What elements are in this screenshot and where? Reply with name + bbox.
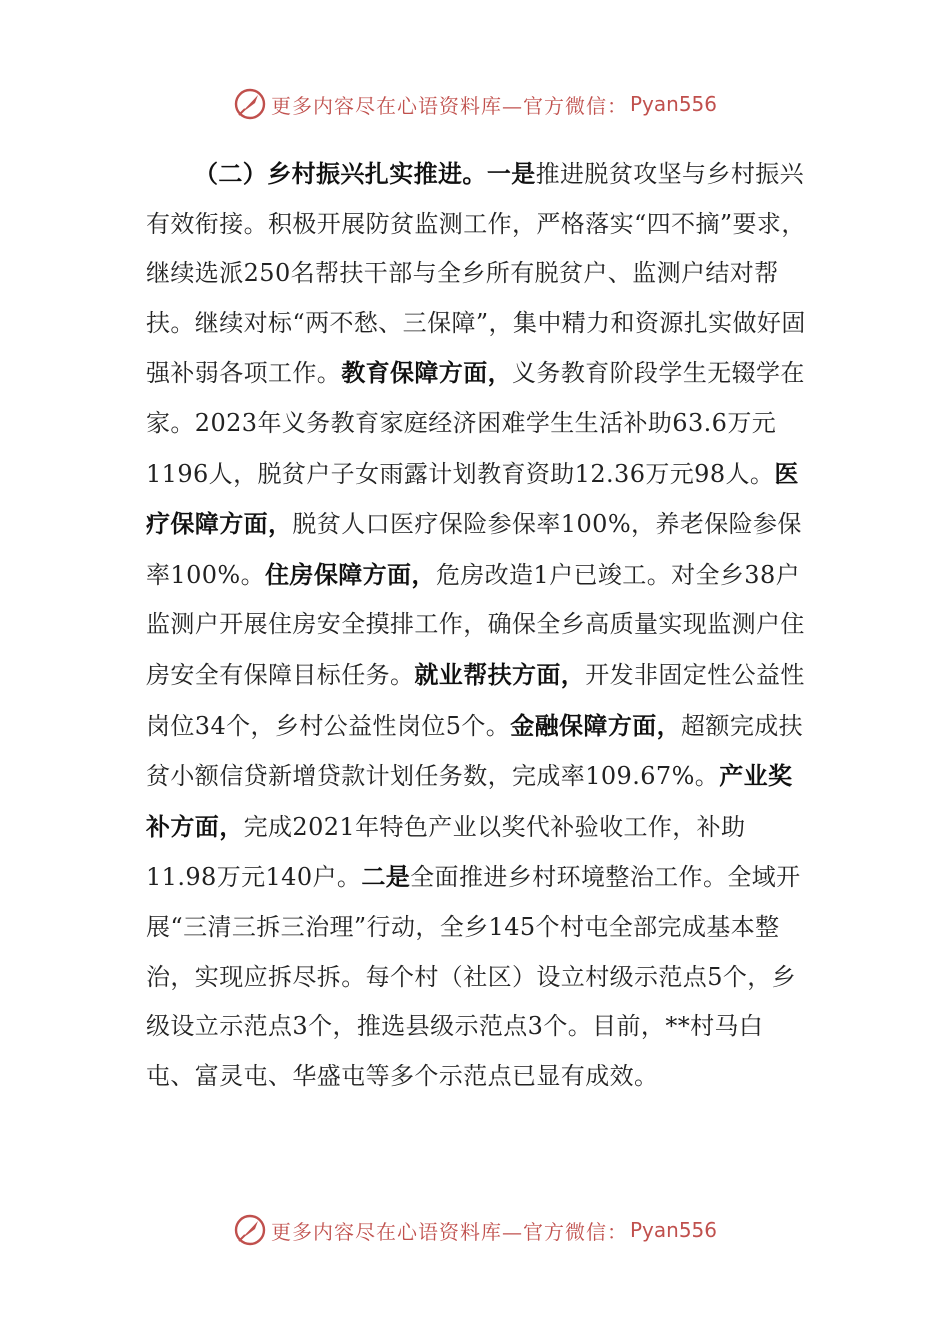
- text-run: 超额完成扶贫小额信贷新增贷款计划任务数，完成率109.67%。: [146, 711, 804, 791]
- text-run: 开发非固定性公益性岗位34个，乡村公益性岗位5个。: [146, 660, 805, 740]
- watermark-banner-bottom: [0, 1210, 950, 1250]
- text-run: 完成2021年特色产业以奖代补验收工作，补助11.98万元140户。: [146, 812, 746, 892]
- subheading-employment: 就业帮扶方面，: [414, 659, 586, 689]
- subheading-housing: 住房保障方面，: [265, 559, 436, 589]
- document-body: [146, 149, 806, 1101]
- quill-logo-icon: [233, 87, 267, 121]
- watermark-wechat-id: Pyan556: [629, 92, 717, 116]
- watermark-banner-top: [0, 84, 950, 124]
- paragraph: [146, 149, 806, 1101]
- quill-logo-icon: [233, 1213, 267, 1247]
- watermark-text: 更多内容尽在心语资料库—官方微信：: [270, 93, 628, 118]
- subheading-medical: 医疗保障方面，: [146, 458, 799, 539]
- point-label-1: 一是: [486, 159, 536, 188]
- subheading-industry: 产业奖补方面，: [146, 761, 793, 841]
- text-run: 脱贫人口医疗保险参保率100%，养老保险参保率100%。: [146, 510, 802, 589]
- watermark-text: 更多内容尽在心语资料库—官方微信：: [270, 1219, 628, 1244]
- section-heading: （二）乡村振兴扎实推进。: [194, 159, 487, 188]
- watermark-wechat-id: Pyan556: [629, 1218, 717, 1242]
- point-label-2: 二是: [361, 862, 411, 892]
- text-run: 推进脱贫攻坚与乡村振兴有效衔接。积极开展防贫监测工作，严格落实“四不摘”要求，继续选派250名帮扶干部与全乡所有脱贫户、监测户结对帮扶。继续对标“两不愁、三保障”，集中精力和资源扎实做好固强补弱各项工作。: [146, 160, 806, 388]
- text-run: 全面推进乡村环境整治工作。全域开展“三清三拆三治理”行动，全乡145个村屯全部完成基本整治，实现应拆尽拆。每个村（社区）设立村级示范点5个，乡级设立示范点3个，推选县级示范点3个。目前，**村马白屯、富灵屯、华盛屯等多个示范点已显有成效。: [146, 863, 801, 1090]
- subheading-education: 教育保障方面，: [341, 358, 513, 388]
- text-run: 义务教育阶段学生无辍学在家。2023年义务教育家庭经济困难学生生活补助63.6万元1196人，脱贫户子女雨露计划教育资助12.36万元98人。: [146, 359, 805, 488]
- text-run: 危房改造1户已竣工。对全乡38户监测户开展住房安全摸排工作，确保全乡高质量实现监测户住房安全有保障目标任务。: [146, 560, 805, 689]
- subheading-finance: 金融保障方面，: [510, 710, 682, 740]
